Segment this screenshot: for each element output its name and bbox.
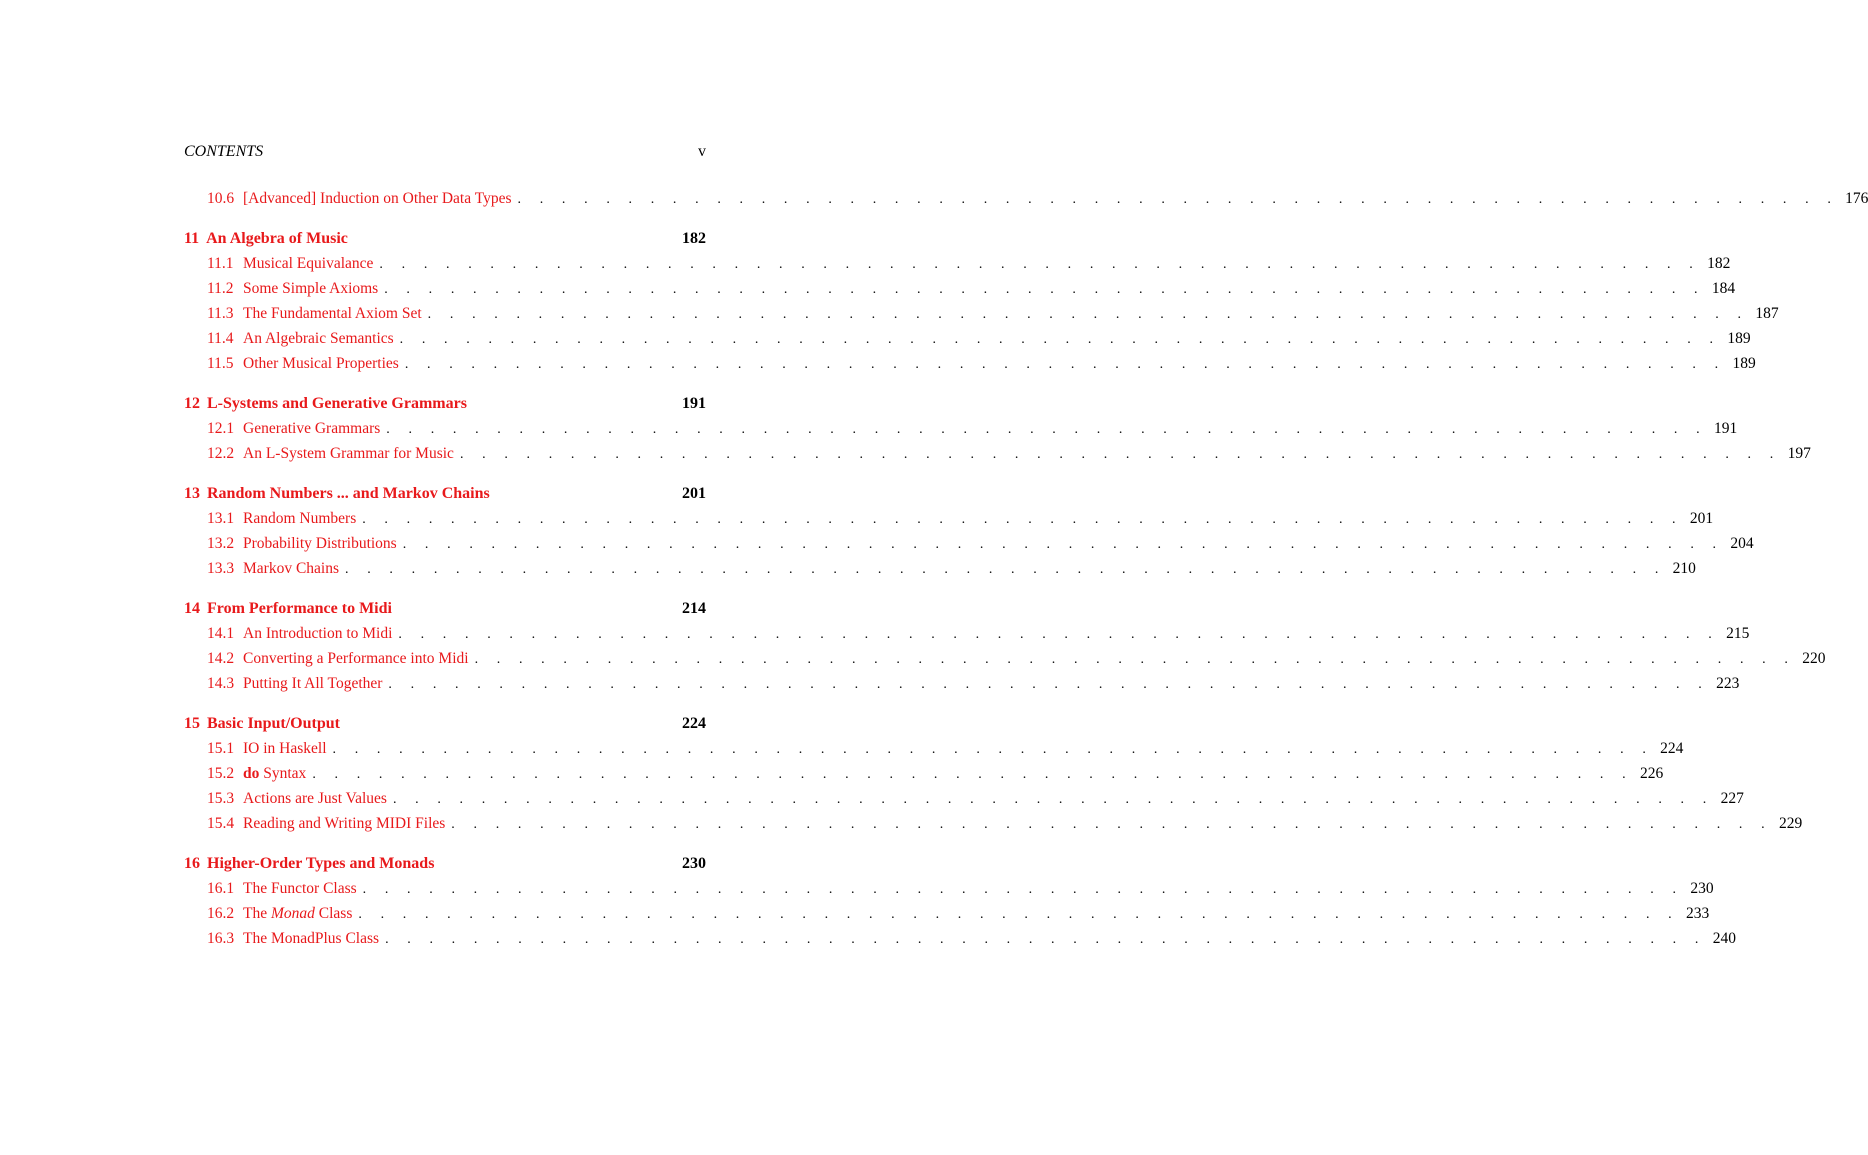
section-number[interactable]: 14.2 [207, 650, 235, 667]
section-page-number: 230 [1690, 880, 1714, 897]
toc-chapter [184, 186, 1868, 211]
dot-leader: . . . . . . . . . . . . . . . . . . . . . . . . . . . . . . . . . . . . . . . . . . . . . . . . . . . . . . . . . . . . [386, 422, 1708, 437]
running-head-title: CONTENTS [184, 143, 264, 160]
section-page-number: 204 [1730, 535, 1754, 552]
section-link[interactable] [207, 926, 379, 951]
section-number[interactable]: 16.1 [207, 880, 235, 897]
section-page-number: 224 [1660, 740, 1684, 757]
chapter-number[interactable]: 13 [184, 485, 200, 502]
chapter-page-number: 201 [682, 485, 706, 502]
dot-leader: . . . . . . . . . . . . . . . . . . . . . . . . . . . . . . . . . . . . . . . . . . . . . . . . . . . . . . . . . . . . [384, 282, 1706, 297]
section-entry[interactable] [184, 811, 1803, 836]
section-title[interactable]: The MonadPlus Class [243, 930, 380, 947]
chapter-title-link[interactable]: Basic Input/Output [207, 715, 340, 732]
running-head-page-number: v [698, 143, 706, 160]
section-entry[interactable] [184, 786, 1744, 811]
dot-leader: . . . . . . . . . . . . . . . . . . . . . . . . . . . . . . . . . . . . . . . . . . . . . . . . . . . . . . . . . . . . [474, 652, 1796, 667]
section-number[interactable]: 16.2 [207, 905, 235, 922]
section-title[interactable]: Some Simple Axioms [243, 280, 379, 297]
section-title[interactable]: The Fundamental Axiom Set [243, 305, 422, 322]
section-title[interactable]: Actions are Just Values [243, 790, 387, 807]
chapter-entry[interactable] [184, 851, 706, 876]
section-title[interactable]: Musical Equivalance [243, 255, 374, 272]
section-number[interactable]: 14.1 [207, 625, 235, 642]
section-title[interactable]: Converting a Performance into Midi [243, 650, 469, 667]
section-link[interactable] [207, 326, 394, 351]
section-number[interactable]: 13.3 [207, 560, 235, 577]
section-page-number: 197 [1787, 445, 1811, 462]
toc-chapter [184, 226, 1779, 376]
chapter-page-number: 191 [682, 395, 706, 412]
section-link[interactable] [207, 301, 422, 326]
chapter-page-number: 230 [682, 855, 706, 872]
section-title[interactable]: An L-System Grammar for Music [243, 445, 454, 462]
toc-chapter [184, 481, 1754, 581]
section-entry[interactable] [184, 876, 1714, 901]
section-link[interactable] [207, 441, 454, 466]
dot-leader: . . . . . . . . . . . . . . . . . . . . . . . . . . . . . . . . . . . . . . . . . . . . . . . . . . . . . . . . . . . . [379, 257, 1701, 272]
section-link[interactable] [207, 646, 469, 671]
section-page-number: 226 [1639, 765, 1664, 782]
dot-leader: . . . . . . . . . . . . . . . . . . . . . . . . . . . . . . . . . . . . . . . . . . . . . . . . . . . . . . . . . . . . [385, 932, 1706, 947]
section-page-number: 176 [1845, 190, 1868, 207]
running-head [184, 143, 706, 163]
section-entry[interactable] [184, 506, 1714, 531]
dot-leader: . . . . . . . . . . . . . . . . . . . . . . . . . . . . . . . . . . . . . . . . . . . . . . . . . . . . . . . . . . . . [358, 907, 1680, 922]
section-entry[interactable] [184, 186, 1868, 211]
section-page-number: 189 [1727, 330, 1751, 347]
section-entry[interactable] [184, 621, 1750, 646]
section-number[interactable]: 11.5 [207, 355, 234, 372]
section-number[interactable]: 13.1 [207, 510, 235, 527]
dot-leader: . . . . . . . . . . . . . . . . . . . . . . . . . . . . . . . . . . . . . . . . . . . . . . . . . . . . . . . . . . . . [392, 792, 1714, 807]
section-link[interactable] [207, 671, 382, 696]
section-link[interactable] [207, 901, 352, 926]
section-link[interactable] [207, 531, 397, 556]
chapter-page-number: 224 [682, 715, 706, 732]
section-link[interactable] [207, 416, 380, 441]
section-number[interactable]: 10.6 [207, 190, 235, 207]
section-number[interactable]: 15.4 [207, 815, 235, 832]
section-page-number: 215 [1726, 625, 1750, 642]
section-entry[interactable] [184, 251, 1731, 276]
section-link[interactable] [207, 556, 339, 581]
section-link[interactable] [207, 276, 378, 301]
section-number[interactable]: 16.3 [207, 930, 235, 947]
dot-leader: . . . . . . . . . . . . . . . . . . . . . . . . . . . . . . . . . . . . . . . . . . . . . . . . . . . . . . . . . . . . [427, 307, 1749, 322]
section-title[interactable]: An Algebraic Semantics [243, 330, 394, 347]
section-link[interactable] [207, 251, 373, 276]
dot-leader: . . . . . . . . . . . . . . . . . . . . . . . . . . . . . . . . . . . . . . . . . . . . . . . . . . . . . . . . . . . . [345, 562, 1666, 577]
dot-leader: . . . . . . . . . . . . . . . . . . . . . . . . . . . . . . . . . . . . . . . . . . . . . . . . . . . . . . . . . . . . [398, 627, 1720, 642]
section-number[interactable]: 11.2 [207, 280, 234, 297]
section-entry[interactable] [184, 646, 1826, 671]
chapter-number[interactable]: 11 [184, 230, 200, 247]
section-title[interactable]: Random Numbers [243, 510, 357, 527]
section-title[interactable]: Putting It All Together [243, 675, 383, 692]
section-entry[interactable] [184, 901, 1710, 926]
section-page-number: 182 [1707, 255, 1731, 272]
section-entry[interactable] [184, 276, 1736, 301]
section-title[interactable]: Other Musical Properties [243, 355, 399, 372]
section-page-number: 189 [1732, 355, 1756, 372]
chapter-number[interactable]: 15 [184, 715, 200, 732]
section-number[interactable]: 11.4 [207, 330, 234, 347]
dot-leader: . . . . . . . . . . . . . . . . . . . . . . . . . . . . . . . . . . . . . . . . . . . . . . . . . . . . . . . . . . . . [332, 742, 1654, 757]
section-entry[interactable] [184, 761, 1664, 786]
section-link[interactable] [207, 351, 399, 376]
chapter-number[interactable]: 14 [184, 600, 200, 617]
section-title[interactable] [243, 901, 352, 926]
table-of-contents [184, 186, 1868, 951]
section-number[interactable]: 15.2 [207, 765, 235, 782]
section-page-number: 191 [1713, 420, 1738, 437]
section-page-number: 220 [1802, 650, 1826, 667]
toc-chapter [184, 711, 1803, 836]
dot-leader: . . . . . . . . . . . . . . . . . . . . . . . . . . . . . . . . . . . . . . . . . . . . . . . . . . . . . . . . . . . . [459, 447, 1781, 462]
section-title-part: The [243, 905, 271, 922]
section-title[interactable]: The Functor Class [243, 880, 357, 897]
chapter-title-link[interactable]: L-Systems and Generative Grammars [207, 395, 467, 412]
chapter-number[interactable]: 16 [184, 855, 200, 872]
section-link[interactable] [207, 506, 356, 531]
section-number[interactable]: 14.3 [207, 675, 235, 692]
section-title[interactable] [243, 761, 306, 786]
section-link[interactable] [207, 811, 445, 836]
section-number[interactable]: 12.1 [207, 420, 235, 437]
section-page-number: 187 [1755, 305, 1779, 322]
section-page-number: 210 [1672, 560, 1696, 577]
section-title[interactable]: [Advanced] Induction on Other Data Types [243, 190, 512, 207]
section-link[interactable] [207, 186, 512, 211]
toc-chapter [184, 596, 1826, 696]
section-page-number: 201 [1689, 510, 1714, 527]
section-title-part: Syntax [259, 765, 307, 782]
section-entry[interactable] [184, 926, 1736, 951]
section-entry[interactable] [184, 736, 1684, 761]
dot-leader: . . . . . . . . . . . . . . . . . . . . . . . . . . . . . . . . . . . . . . . . . . . . . . . . . . . . . . . . . . . . [362, 882, 1684, 897]
section-page-number: 184 [1711, 280, 1736, 297]
chapter-entry[interactable] [184, 226, 706, 251]
section-entry[interactable] [184, 416, 1738, 441]
chapter-entry[interactable] [184, 391, 706, 416]
section-entry[interactable] [184, 441, 1811, 466]
chapter-page-number: 182 [682, 230, 706, 247]
section-page-number: 223 [1716, 675, 1740, 692]
dot-leader: . . . . . . . . . . . . . . . . . . . . . . . . . . . . . . . . . . . . . . . . . . . . . . . . . . . . . . . . . . . . [402, 537, 1724, 552]
section-number[interactable]: 12.2 [207, 445, 235, 462]
section-title[interactable]: Probability Distributions [243, 535, 397, 552]
section-entry[interactable] [184, 556, 1696, 581]
dot-leader: . . . . . . . . . . . . . . . . . . . . . . . . . . . . . . . . . . . . . . . . . . . . . . . . . . . . . . . . . . . . [312, 767, 1634, 782]
toc-chapter [184, 851, 1736, 951]
section-link[interactable] [207, 621, 392, 646]
section-number[interactable]: 11.3 [207, 305, 234, 322]
section-link[interactable] [207, 761, 306, 786]
toc-chapter [184, 391, 1811, 466]
section-link[interactable] [207, 876, 357, 901]
dot-leader: . . . . . . . . . . . . . . . . . . . . . . . . . . . . . . . . . . . . . . . . . . . . . . . . . . . . . . . . . . . . [404, 357, 1726, 372]
chapter-entry[interactable] [184, 711, 706, 736]
section-page-number: 233 [1686, 905, 1710, 922]
chapter-entry[interactable] [184, 481, 706, 506]
section-title-part: Class [314, 905, 353, 922]
section-entry[interactable] [184, 351, 1756, 376]
section-link[interactable] [207, 736, 327, 761]
chapter-title-link[interactable]: From Performance to Midi [207, 600, 392, 617]
dot-leader: . . . . . . . . . . . . . . . . . . . . . . . . . . . . . . . . . . . . . . . . . . . . . . . . . . . . . . . . . . . . [399, 332, 1721, 347]
dot-leader: . . . . . . . . . . . . . . . . . . . . . . . . . . . . . . . . . . . . . . . . . . . . . . . . . . . . . . . . . . . . [388, 677, 1710, 692]
dot-leader: . . . . . . . . . . . . . . . . . . . . . . . . . . . . . . . . . . . . . . . . . . . . . . . . . . . . . . . . . . . . [451, 817, 1773, 832]
section-number[interactable]: 15.3 [207, 790, 235, 807]
chapter-title-link[interactable]: Random Numbers ... and Markov Chains [207, 485, 490, 502]
section-title[interactable]: IO in Haskell [243, 740, 327, 757]
chapter-page-number: 214 [682, 600, 706, 617]
chapter-title-link[interactable]: Higher-Order Types and Monads [207, 855, 435, 872]
dot-leader: . . . . . . . . . . . . . . . . . . . . . . . . . . . . . . . . . . . . . . . . . . . . . . . . . . . . . . . . . . . . [362, 512, 1684, 527]
section-number[interactable]: 13.2 [207, 535, 235, 552]
chapter-number[interactable]: 12 [184, 395, 200, 412]
section-link[interactable] [207, 786, 387, 811]
section-page-number: 240 [1712, 930, 1736, 947]
section-page-number: 227 [1720, 790, 1744, 807]
section-title-part: do [243, 765, 260, 782]
section-number[interactable]: 11.1 [207, 255, 234, 272]
section-entry[interactable] [184, 671, 1740, 696]
section-entry[interactable] [184, 531, 1754, 556]
section-entry[interactable] [184, 301, 1779, 326]
section-entry[interactable] [184, 326, 1751, 351]
dot-leader: . . . . . . . . . . . . . . . . . . . . . . . . . . . . . . . . . . . . . . . . . . . . . . . . . . . . . . . . . . . . [517, 192, 1839, 207]
section-title[interactable]: An Introduction to Midi [243, 625, 393, 642]
section-title[interactable]: Markov Chains [243, 560, 340, 577]
chapter-entry[interactable] [184, 596, 706, 621]
chapter-title-link[interactable]: An Algebra of Music [206, 230, 348, 247]
section-title[interactable]: Generative Grammars [243, 420, 381, 437]
section-title-part: Monad [270, 905, 315, 922]
section-number[interactable]: 15.1 [207, 740, 235, 757]
section-page-number: 229 [1778, 815, 1803, 832]
section-title[interactable]: Reading and Writing MIDI Files [243, 815, 446, 832]
